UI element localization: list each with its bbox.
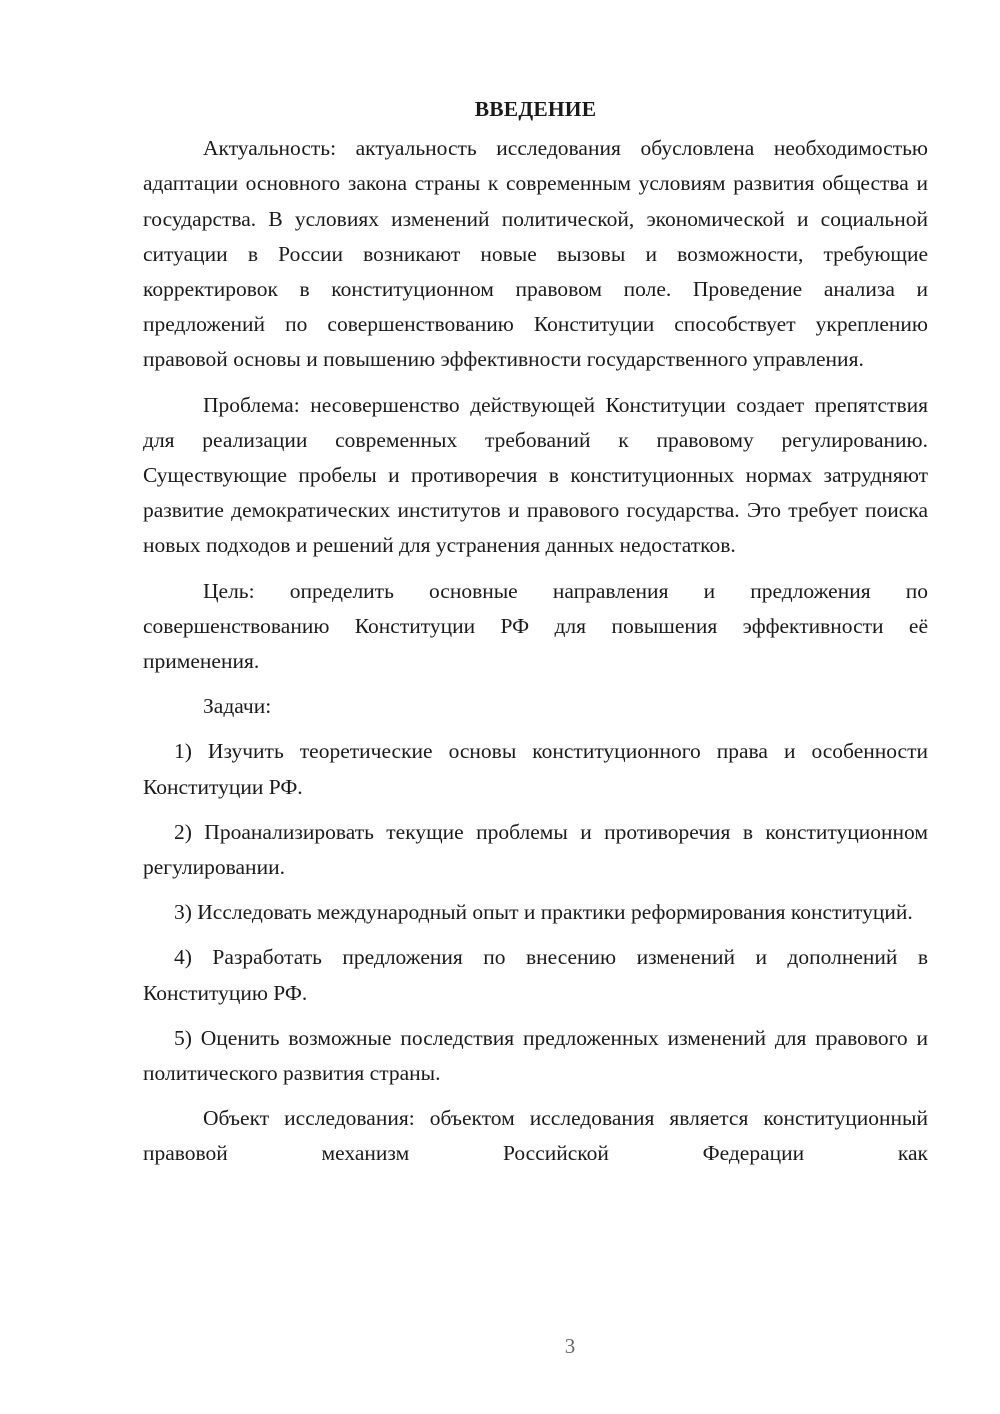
- task-item-3: 3) Исследовать международный опыт и практики реформирования конституций.: [174, 900, 913, 925]
- task-item-2: 2) Проанализировать текущие проблемы и противоречия в конституционном регулировании.: [143, 819, 928, 880]
- section-title: ВВЕДЕНИЕ: [474, 97, 597, 121]
- task-item-4: 4) Разработать предложения по внесению изменений и дополнений в Конституцию РФ.: [143, 945, 928, 1005]
- task-item-1: 1) Изучить теоретические основы конституционного права и особенности Конституции РФ.: [143, 739, 928, 799]
- paragraph-object: Объект исследования: объектом исследования является конституционный правовой механизм Российской Федерации как: [143, 1106, 928, 1166]
- tasks-label: Задачи:: [203, 694, 272, 719]
- paragraph-problem: Проблема: несовершенство действующей Конституции создает препятствия для реализации современных требований к правовому регулированию. Существующие пробелы и противоречия в конституционных нормах затрудняют развитие демократических институтов и правового государства. Это требует поиска новых подходов и решений для устранения данных недостатков.: [143, 392, 928, 558]
- document-page: [143, 92, 928, 1172]
- task-item-5: 5) Оценить возможные последствия предложенных изменений для правового и политического развития страны.: [143, 1025, 928, 1086]
- paragraph-goal: Цель: определить основные направления и предложения по совершенствованию Конституции РФ для повышения эффективности её применения.: [143, 578, 928, 674]
- paragraph-relevance: Актуальность: актуальность исследования обусловлена необходимостью адаптации основного закона страны к современным условиям развития общества и государства. В условиях изменений политической, экономической и социальной ситуации в России возникают новые вызовы и возможности, требующие корректировок в конституционном правовом поле. Проведение анализа и предложений по совершенствованию Конституции способствует укреплению правовой основы и повышению эффективности государственного управления.: [143, 136, 928, 372]
- page-number: 3: [564, 1334, 576, 1358]
